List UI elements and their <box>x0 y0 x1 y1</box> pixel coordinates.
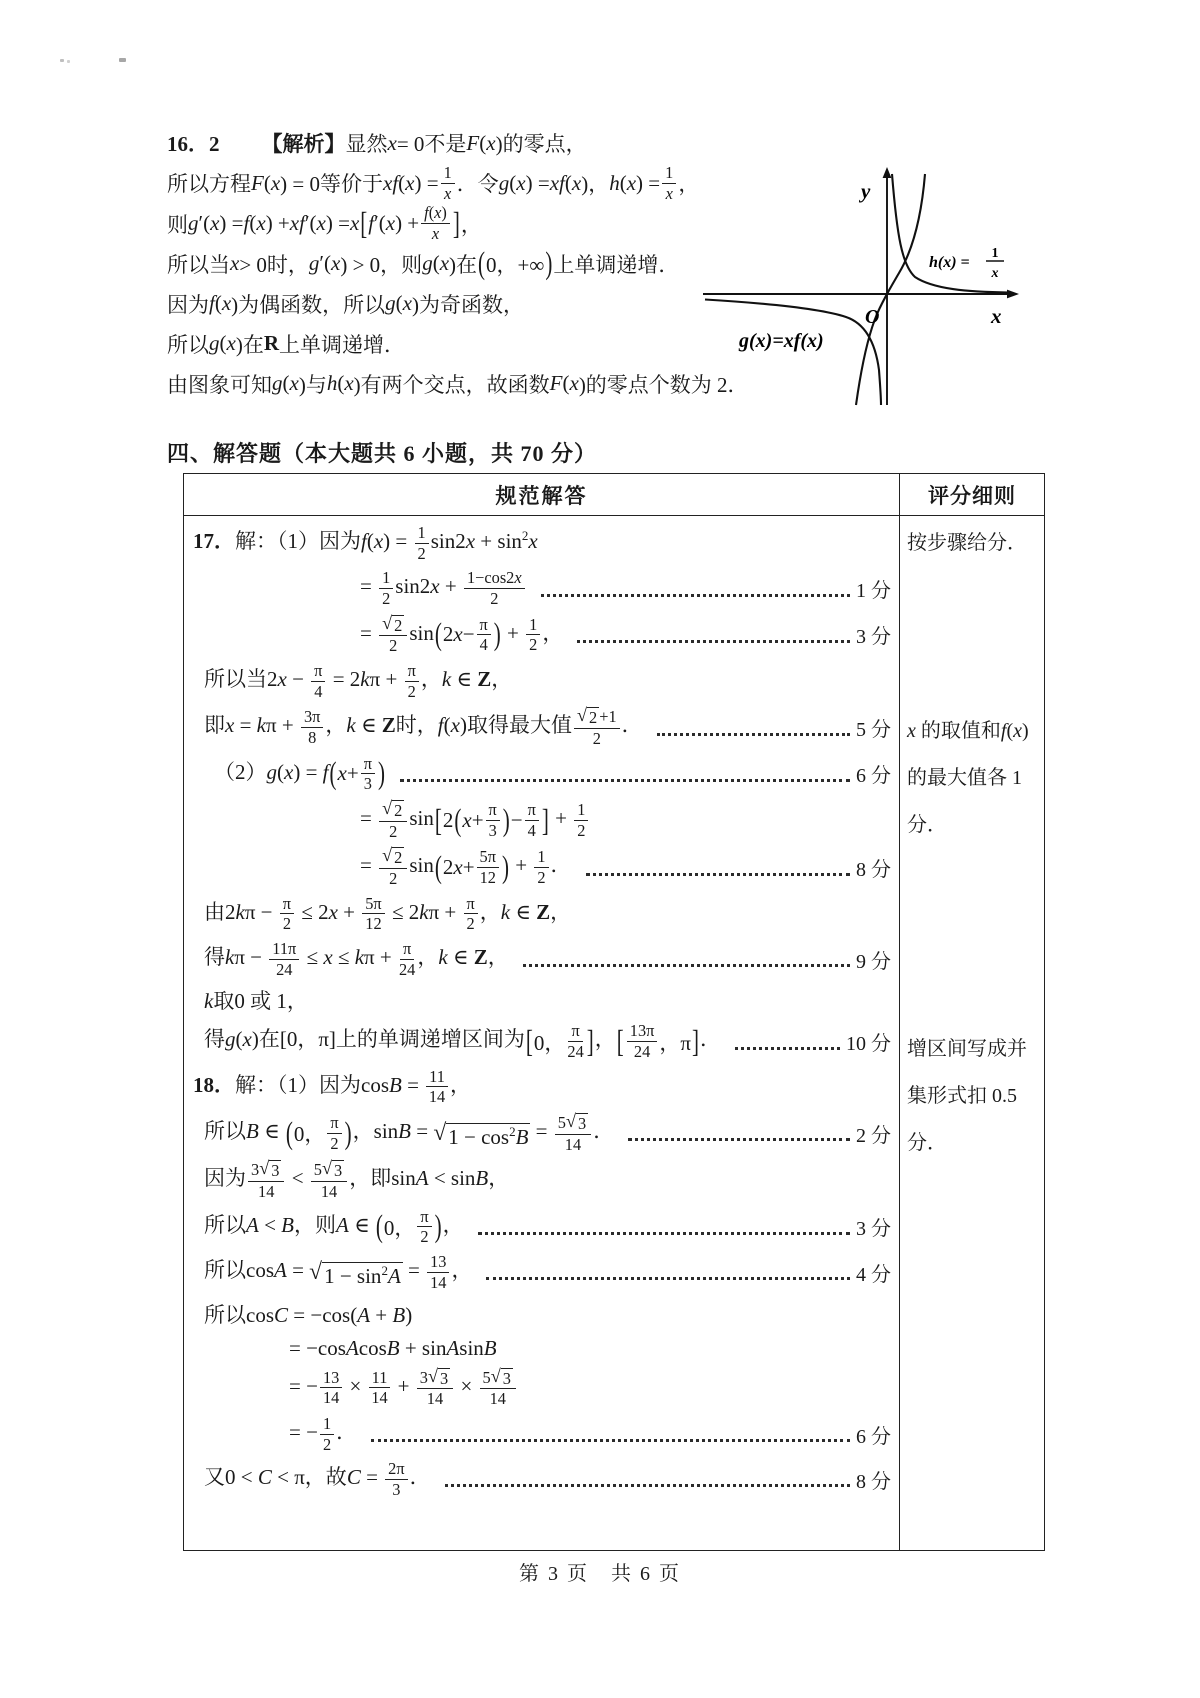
dotted-leader <box>657 733 850 736</box>
score-label: 4 分 <box>856 1263 891 1286</box>
y-axis-label: y <box>861 179 871 203</box>
g-curve-label: g(x)=xf(x) <box>739 330 824 352</box>
formula: 所以B ∈ ( 0， π 2 ) ，sinB = √ $1 - \cos^2B$ = 5 √ 3 14 ． <box>204 1111 615 1154</box>
score-label: 1 分 <box>856 580 891 603</box>
formula: 所以cosA = √ $1 - \sin^2A$ = $\frac{13}{14}$ ， <box>204 1252 473 1292</box>
y-axis-arrow <box>883 167 892 178</box>
solution-line <box>192 1065 893 1109</box>
formula: 得kπ − $\frac{11\pi}{24}$ ≤ x ≤ kπ + $\frac{\pi}{24}$ ，k ∈ Z， <box>204 939 509 979</box>
formula: 所以cosC = −cos(A + B) <box>204 1302 413 1327</box>
solution-line: 所以当 x > 0时， g ′( x ) > 0，则 g ( x )在 ( 0，+∞ ) 上单调递增． <box>167 244 680 281</box>
solution-line <box>192 1296 893 1332</box>
score-label: 6 分 <box>856 765 891 788</box>
solution-column <box>184 516 900 1550</box>
solution-line <box>192 704 893 750</box>
table-header-solution: 规范解答 <box>184 474 900 515</box>
formula: 因为 3 √ 3 14 < 5 √ 3 14 ，即sinA < sinB， <box>204 1158 510 1202</box>
h-curve-left <box>705 300 881 406</box>
formula: = − $\frac{1}{2}$ ． <box>289 1413 358 1454</box>
scan-artifact <box>67 60 70 63</box>
formula: 17．解：（1）因为f(x) = $\frac{1}{2}$ $\sin 2x + \sin^2x$ <box>193 523 538 563</box>
dotted-leader <box>577 640 850 643</box>
x-axis-label: x <box>991 304 1002 328</box>
problem-16-solution <box>167 124 749 405</box>
scan-artifact <box>119 58 126 62</box>
formula: 18．解：（1）因为cosB = $\frac{11}{14}$ ， <box>193 1066 471 1107</box>
solution-line <box>192 566 893 610</box>
score-label: 3 分 <box>856 1218 891 1241</box>
h-curve-label: h(x) = <box>929 254 970 271</box>
score-label: 3 分 <box>856 626 891 649</box>
dotted-leader <box>486 1277 850 1280</box>
dotted-leader <box>541 594 850 597</box>
dotted-leader <box>628 1138 850 1141</box>
x-axis-arrow <box>1007 290 1019 299</box>
solution-line <box>192 1110 893 1156</box>
function-graph <box>695 164 1047 406</box>
solution-line <box>192 1365 893 1411</box>
solution-line <box>192 937 893 981</box>
score-label: 2 分 <box>856 1124 891 1147</box>
dotted-leader <box>371 1439 850 1442</box>
solution-line <box>192 1019 893 1063</box>
formula: 由2kπ − $\frac{\pi}{2}$ ≤ 2x + $\frac{5\pi}{12}$ ≤ 2kπ + $\frac{\pi}{2}$ ，k ∈ Z， <box>204 893 572 934</box>
score-label: 5 分 <box>856 719 891 742</box>
table-header-scoring: 评分细则 <box>928 483 1016 508</box>
dotted-leader <box>478 1232 850 1235</box>
formula: 即x = kπ + $\frac{3\pi}{8}$ ，k ∈ Z时，f(x)取得最大值 √ 2 +1 2 ． <box>204 705 643 749</box>
solution-line <box>192 1412 893 1456</box>
h-label-frac-num: 1 <box>991 246 999 261</box>
score-label: 8 分 <box>856 1470 891 1493</box>
solution-line: 16．2 【解析】 显然 x = 0不是 F ( x )的零点， <box>167 130 587 156</box>
solution-line <box>192 982 893 1018</box>
formula: = − $\frac{13}{14}$ × $\frac{11}{14}$ + 3 √ 3 14 × 5 √ 3 14 <box>289 1368 518 1408</box>
solution-line <box>192 1457 893 1501</box>
solution-line: 所以 g ( x )在 R 上单调递增． <box>167 331 405 357</box>
dotted-leader <box>523 964 850 967</box>
solution-line <box>192 797 893 843</box>
table-header-row <box>184 474 1044 516</box>
formula: 所以当2x − $\frac{\pi}{4}$ = 2kπ + $\frac{\pi}{2}$ ，k ∈ Z， <box>204 661 513 701</box>
solution-line: 所以方程 F ( x ) = 0等价于 x f ( x ) = 1 x ．令 g ( x ) = x f ( x )， h ( x ) = 1 x ， <box>167 163 700 203</box>
solution-line <box>192 892 893 936</box>
solution-line <box>192 521 893 565</box>
scoring-note: x 的取值和f(x)的最大值各 1 分． <box>907 720 1029 836</box>
table-body <box>184 516 1044 1550</box>
dotted-leader <box>445 1484 850 1487</box>
formula: （2）g(x) = f ( x + π 3 ) <box>214 753 385 794</box>
page-footer: 第 3 页 共 6 页 <box>519 1563 681 1585</box>
solution-line <box>192 844 893 890</box>
formula: = −cosAcosB + sinAsinB <box>289 1335 497 1360</box>
score-label: 8 分 <box>856 859 891 882</box>
scan-artifact <box>60 59 64 62</box>
dotted-leader <box>735 1047 840 1050</box>
formula: 所以A < B，则A ∈ ( 0， π 2 ) ， <box>204 1206 464 1247</box>
formula: = √ 2 2 sin ( 2 x − π 4 ) + $\frac{1}{2}$ ， <box>360 612 564 656</box>
scoring-note: 按步骤给分． <box>907 532 1027 554</box>
dotted-leader <box>400 779 850 782</box>
formula: = $\frac{1}{2}$ sin2x + 1−cos2 x 2 <box>360 569 527 607</box>
solution-line <box>192 659 893 703</box>
solution-line <box>192 1205 893 1249</box>
h-label-frac-den: x <box>991 266 999 281</box>
answer-table <box>183 473 1045 1551</box>
scoring-column <box>900 516 1044 1550</box>
score-label: 9 分 <box>856 950 891 973</box>
solution-line: 由图象可知 g ( x )与 h ( x )有两个交点，故函数 F ( x )的零点个数为 2． <box>167 371 749 397</box>
score-label: 6 分 <box>856 1425 891 1448</box>
solution-line: 因为 f ( x )为偶函数，所以 g ( x )为奇函数， <box>167 291 524 317</box>
solution-line: 则 g ′( x ) = f ( x ) + x f ′( x ) = x [ f ′( x ) + f ( x ) x ] ， <box>167 203 482 244</box>
formula: k取0 或 1， <box>204 989 308 1014</box>
g-curve <box>856 174 925 405</box>
solution-line <box>192 1250 893 1294</box>
formula: = √ 2 2 sin [ 2 ( x + π 3 ) − π 4 ] + $\frac{1}{2}$ <box>360 800 590 840</box>
solution-line <box>192 612 893 658</box>
formula: = √ 2 2 sin ( 2 x + 5π 12 ) + $\frac{1}{2}$ ． <box>360 845 572 889</box>
solution-line <box>192 1157 893 1203</box>
score-label: 10 分 <box>846 1033 891 1056</box>
formula: 又0 < C < π，故C = $\frac{2\pi}{3}$ ． <box>204 1459 431 1499</box>
solution-line <box>192 752 893 796</box>
origin-label: O <box>865 306 880 328</box>
section-heading: 四、解答题（本大题共 6 小题，共 70 分） <box>167 441 598 466</box>
formula: 得g(x)在[0，π]上的单调递增区间为 [ 0， π 24 ] ， [ 13π 24 ，π ] ． <box>204 1021 722 1062</box>
scoring-note: 增区间写成并集形式扣 0.5 分． <box>907 1038 1027 1154</box>
solution-line <box>192 1333 893 1364</box>
dotted-leader <box>586 873 850 876</box>
